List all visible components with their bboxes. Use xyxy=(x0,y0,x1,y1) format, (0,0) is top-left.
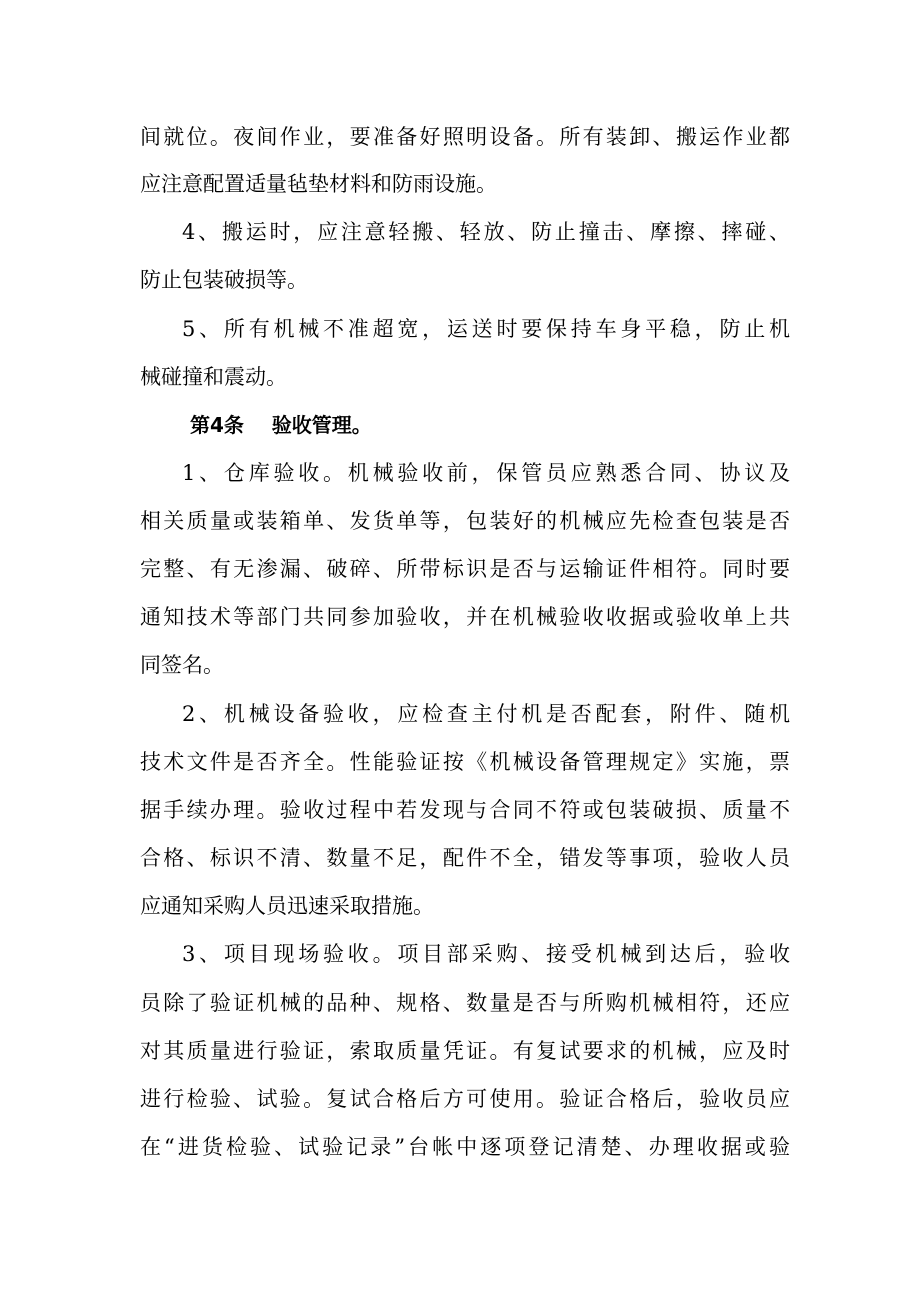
text-line: 进行检验、试验。复试合格后方可使用。验证合格后，验收员应 xyxy=(140,1087,790,1111)
text-line: 对其质量进行验证，索取质量凭证。有复试要求的机械，应及时 xyxy=(140,1039,790,1063)
text-line: 完整、有无渗漏、破碎、所带标识是否与运输证件相符。同时要 xyxy=(140,557,790,581)
text-line: 合格、标识不清、数量不足，配件不全，错发等事项，验收人员 xyxy=(140,846,790,870)
text-line: 防止包装破损等。 xyxy=(140,268,308,292)
text-line: 应注意配置适量毡垫材料和防雨设施。 xyxy=(140,172,497,196)
text-line: 员除了验证机械的品种、规格、数量是否与所购机械相符，还应 xyxy=(140,991,790,1015)
text-line: 4、搬运时，应注意轻搬、轻放、防止撞击、摩擦、摔碰、 xyxy=(182,220,790,244)
text-line: 相关质量或装箱单、发货单等，包装好的机械应先检查包装是否 xyxy=(140,509,790,533)
text-line: 通知技术等部门共同参加验收，并在机械验收收据或验收单上共 xyxy=(140,605,790,629)
text-line: 2、机械设备验收，应检查主付机是否配套，附件、随机 xyxy=(182,702,790,726)
text-line: 据手续办理。验收过程中若发现与合同不符或包装破损、质量不 xyxy=(140,798,790,822)
text-line: 同签名。 xyxy=(140,653,224,677)
text-line: 3、项目现场验收。项目部采购、接受机械到达后，验收 xyxy=(182,942,790,966)
text-line: 间就位。夜间作业，要准备好照明设备。所有装卸、搬运作业都 xyxy=(140,125,790,149)
section-heading: 第4条 验收管理。 xyxy=(190,413,372,437)
text-line: 技术文件是否齐全。性能验证按《机械设备管理规定》实施，票 xyxy=(140,750,790,774)
text-line: 1、仓库验收。机械验收前，保管员应熟悉合同、协议及 xyxy=(182,461,790,485)
text-line: 在“进货检验、试验记录”台帐中逐项登记清楚、办理收据或验 xyxy=(140,1135,790,1159)
text-line: 应通知采购人员迅速采取措施。 xyxy=(140,894,434,918)
text-line: 械碰撞和震动。 xyxy=(140,365,287,389)
text-line: 5、所有机械不准超宽，运送时要保持车身平稳，防止机 xyxy=(182,317,790,341)
